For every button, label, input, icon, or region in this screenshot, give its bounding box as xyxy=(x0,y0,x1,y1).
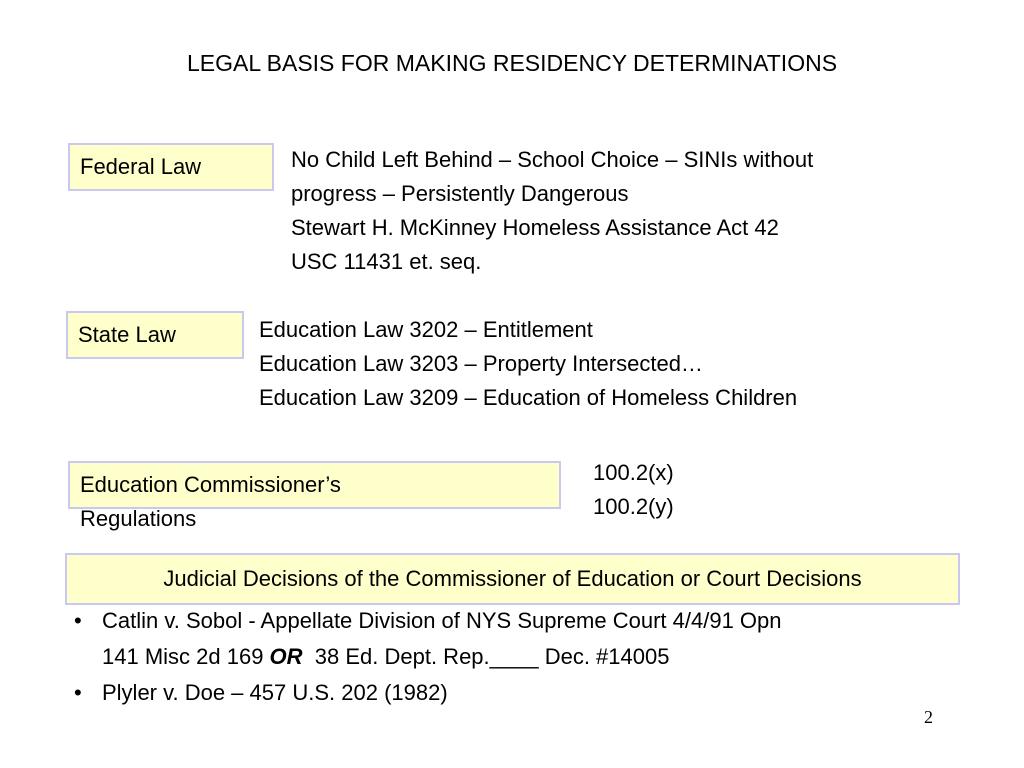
catlin-line2 xyxy=(102,639,1000,675)
regulations-text xyxy=(593,456,674,524)
regulations-label-line1: Education Commissioner’s xyxy=(80,472,341,497)
catlin-line2-post: 38 Ed. Dept. Rep.____ Dec. #14005 xyxy=(302,644,670,669)
state-line: Education Law 3209 – Education of Homeless Children xyxy=(259,385,798,410)
federal-line: USC 11431 et. seq. xyxy=(291,249,482,274)
catlin-or: OR xyxy=(269,644,303,669)
regulation-line: 100.2(x) xyxy=(593,460,674,485)
slide-title: LEGAL BASIS FOR MAKING RESIDENCY DETERMINATIONS xyxy=(186,50,838,76)
catlin-line1: Catlin v. Sobol - Appellate Division of NYS Supreme Court 4/4/91 Opn xyxy=(102,608,782,633)
federal-line: progress – Persistently Dangerous xyxy=(291,181,629,206)
state-law-text xyxy=(259,313,797,415)
state-line: Education Law 3202 – Entitlement xyxy=(259,317,593,342)
plyler-line: Plyler v. Doe – 457 U.S. 202 (1982) xyxy=(102,680,448,705)
judicial-decisions-label: Judicial Decisions of the Commissioner of Education or Court Decisions xyxy=(163,566,862,591)
regulations-label-line2: Regulations xyxy=(80,506,197,531)
federal-law-label: Federal Law xyxy=(80,154,202,179)
bullet-icon: • xyxy=(74,608,82,633)
list-item xyxy=(70,603,1000,675)
state-law-label-box xyxy=(66,311,244,359)
federal-law-text xyxy=(291,143,813,279)
list-item xyxy=(70,675,1000,711)
regulation-line: 100.2(y) xyxy=(593,494,674,519)
state-law-label: State Law xyxy=(78,322,176,347)
federal-law-label-box xyxy=(68,143,274,191)
bullet-icon: • xyxy=(74,680,82,705)
page-number: 2 xyxy=(924,707,933,727)
federal-line: No Child Left Behind – School Choice – SINIs without xyxy=(291,147,814,172)
catlin-line2-pre: 141 Misc 2d 169 xyxy=(102,644,270,669)
judicial-decisions-box xyxy=(65,553,960,605)
judicial-cases-list xyxy=(70,603,1000,711)
state-line: Education Law 3203 – Property Intersected… xyxy=(259,351,703,376)
federal-line: Stewart H. McKinney Homeless Assistance Act 42 xyxy=(291,215,779,240)
